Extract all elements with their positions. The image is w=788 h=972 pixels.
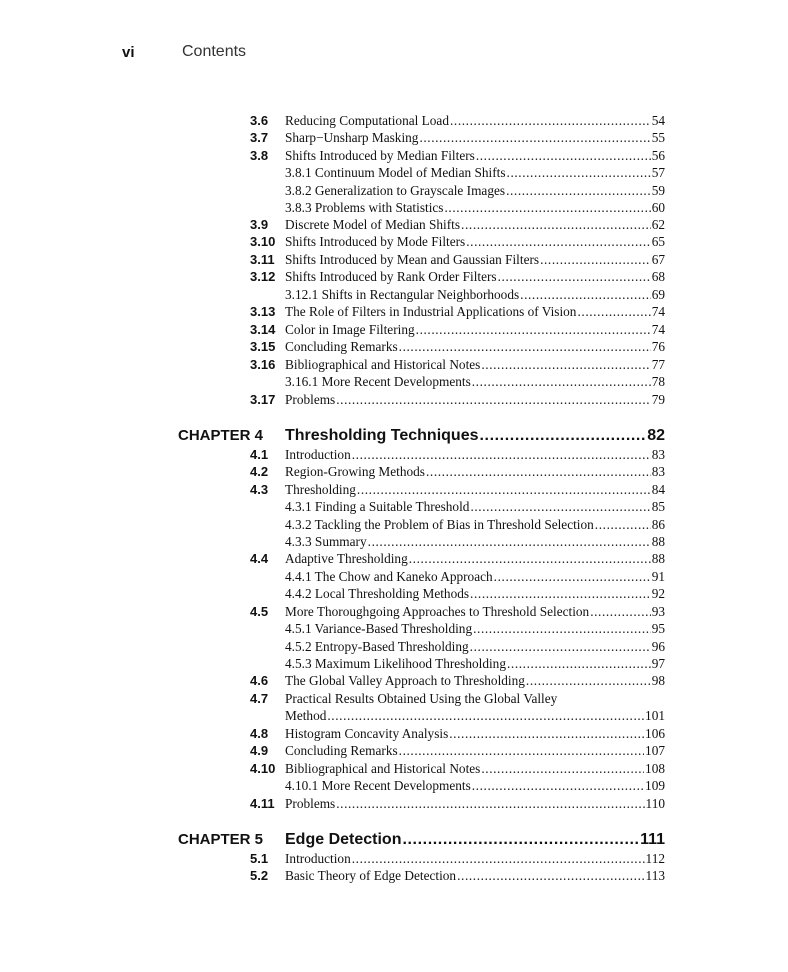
dot-leader bbox=[466, 233, 650, 250]
section-title: 4.4.1 The Chow and Kaneko Approach bbox=[285, 569, 493, 584]
toc-entry bbox=[0, 533, 788, 550]
page-ref: 78 bbox=[651, 374, 665, 389]
section-title: Adaptive Thresholding bbox=[285, 551, 408, 566]
section-number: 4.6 bbox=[250, 673, 269, 688]
section-number: 3.11 bbox=[250, 252, 275, 267]
page-number: vi bbox=[122, 44, 135, 61]
dot-leader bbox=[327, 707, 644, 724]
toc-entry bbox=[0, 199, 788, 216]
entry-body bbox=[285, 426, 665, 446]
entry-body bbox=[285, 568, 665, 585]
dot-leader bbox=[399, 742, 644, 759]
dot-leader bbox=[352, 850, 645, 867]
section-number: 4.9 bbox=[250, 743, 269, 758]
page-ref: 110 bbox=[645, 796, 665, 811]
chapter-label: CHAPTER 4 bbox=[178, 427, 264, 444]
page-ref: 96 bbox=[651, 639, 665, 654]
section-title: Bibliographical and Historical Notes bbox=[285, 357, 481, 372]
toc-chapter bbox=[0, 426, 788, 446]
dot-leader bbox=[481, 760, 644, 777]
page-ref: 106 bbox=[645, 726, 665, 741]
dot-leader bbox=[520, 286, 651, 303]
entry-body bbox=[285, 182, 665, 199]
entry-body bbox=[285, 516, 665, 533]
dot-leader bbox=[498, 268, 651, 285]
section-title: Introduction bbox=[285, 851, 351, 866]
section-title: Bibliographical and Historical Notes bbox=[285, 761, 481, 776]
toc-entry bbox=[0, 550, 788, 567]
toc-entry bbox=[0, 216, 788, 233]
page-ref: 91 bbox=[651, 569, 665, 584]
entry-body bbox=[285, 199, 665, 216]
dot-leader bbox=[577, 303, 650, 320]
dot-leader bbox=[449, 725, 644, 742]
toc-entry bbox=[0, 391, 788, 408]
dot-leader bbox=[450, 112, 651, 129]
dot-leader bbox=[461, 216, 651, 233]
section-number: 4.7 bbox=[250, 691, 269, 706]
entry-body bbox=[285, 251, 665, 268]
chapter-title: Edge Detection bbox=[285, 831, 402, 848]
section-title: Thresholding bbox=[285, 482, 356, 497]
section-title: Discrete Model of Median Shifts bbox=[285, 217, 461, 232]
entry-body bbox=[285, 725, 665, 742]
toc-entry bbox=[0, 303, 788, 320]
entry-body bbox=[285, 233, 665, 250]
page-ref: 83 bbox=[651, 464, 665, 479]
entry-body bbox=[285, 129, 665, 146]
toc-entry bbox=[0, 112, 788, 129]
section-title: Histogram Concavity Analysis bbox=[285, 726, 449, 741]
page-ref: 97 bbox=[651, 656, 665, 671]
section-title: 4.4.2 Local Thresholding Methods bbox=[285, 586, 470, 601]
dot-leader bbox=[470, 585, 651, 602]
section-title: Problems bbox=[285, 796, 336, 811]
section-number: 4.4 bbox=[250, 551, 269, 566]
entry-body bbox=[285, 672, 665, 689]
page-ref: 74 bbox=[651, 322, 665, 337]
dot-leader bbox=[416, 321, 651, 338]
page-ref: 111 bbox=[640, 831, 665, 848]
entry-body bbox=[285, 446, 665, 463]
section-number: 3.17 bbox=[250, 392, 276, 407]
dot-leader bbox=[402, 830, 639, 850]
toc-entry bbox=[0, 321, 788, 338]
section-title: Concluding Remarks bbox=[285, 743, 398, 758]
entry-body bbox=[285, 760, 665, 777]
toc-entry bbox=[0, 867, 788, 884]
dot-leader bbox=[336, 795, 644, 812]
toc-entry bbox=[0, 129, 788, 146]
section-title: 3.8.3 Problems with Statistics bbox=[285, 200, 444, 215]
page-ref: 93 bbox=[651, 604, 665, 619]
page-ref: 83 bbox=[651, 447, 665, 462]
section-title: 4.3.3 Summary bbox=[285, 534, 367, 549]
section-title: The Role of Filters in Industrial Applications of Vision bbox=[285, 304, 577, 319]
section-number: 3.10 bbox=[250, 234, 276, 249]
page-ref: 84 bbox=[651, 482, 665, 497]
entry-body bbox=[285, 533, 665, 550]
section-title: Reducing Computational Load bbox=[285, 113, 449, 128]
toc-entry bbox=[0, 638, 788, 655]
section-number: 4.10 bbox=[250, 761, 276, 776]
section-number: 3.15 bbox=[250, 339, 276, 354]
dot-leader bbox=[409, 550, 651, 567]
section-number: 5.2 bbox=[250, 868, 269, 883]
entry-body bbox=[285, 638, 665, 655]
page-ref: 74 bbox=[651, 304, 665, 319]
section-number: 5.1 bbox=[250, 851, 269, 866]
section-title: 4.5.2 Entropy-Based Thresholding bbox=[285, 639, 469, 654]
page-ref: 88 bbox=[651, 534, 665, 549]
toc-entry bbox=[0, 338, 788, 355]
section-title: 4.3.1 Finding a Suitable Threshold bbox=[285, 499, 470, 514]
page-ref: 56 bbox=[651, 148, 665, 163]
page-ref: 109 bbox=[645, 778, 665, 793]
toc-entry bbox=[0, 777, 788, 794]
section-number: 3.16 bbox=[250, 357, 276, 372]
page-ref: 57 bbox=[651, 165, 665, 180]
section-title: 3.12.1 Shifts in Rectangular Neighborhoods bbox=[285, 287, 520, 302]
toc-entry bbox=[0, 373, 788, 390]
entry-body bbox=[285, 164, 665, 181]
entry-body bbox=[285, 690, 665, 707]
dot-leader bbox=[540, 251, 651, 268]
entry-body bbox=[285, 481, 665, 498]
toc-entry bbox=[0, 233, 788, 250]
page-ref: 65 bbox=[651, 234, 665, 249]
dot-leader bbox=[472, 373, 651, 390]
section-title: Basic Theory of Edge Detection bbox=[285, 868, 457, 883]
section-number: 4.2 bbox=[250, 464, 269, 479]
toc-entry bbox=[0, 286, 788, 303]
toc-entry bbox=[0, 446, 788, 463]
dot-leader bbox=[470, 498, 650, 515]
entry-body bbox=[285, 286, 665, 303]
entry-body bbox=[285, 585, 665, 602]
toc-entry bbox=[0, 760, 788, 777]
dot-leader bbox=[336, 391, 650, 408]
toc-entry bbox=[0, 742, 788, 759]
section-number: 3.14 bbox=[250, 322, 276, 337]
page-ref: 69 bbox=[651, 287, 665, 302]
dot-leader bbox=[419, 129, 650, 146]
section-title: 3.8.2 Generalization to Grayscale Images bbox=[285, 183, 506, 198]
dot-leader bbox=[470, 638, 651, 655]
toc-entry bbox=[0, 516, 788, 533]
section-number: 3.6 bbox=[250, 113, 269, 128]
section-title: Practical Results Obtained Using the Global Valley bbox=[285, 691, 558, 706]
toc-entry bbox=[0, 356, 788, 373]
section-number: 4.5 bbox=[250, 604, 269, 619]
dot-leader bbox=[507, 164, 651, 181]
section-title: Method bbox=[285, 708, 327, 723]
toc-entry bbox=[0, 655, 788, 672]
page-ref: 55 bbox=[651, 130, 665, 145]
page-ref: 77 bbox=[651, 357, 665, 372]
toc-entry bbox=[0, 850, 788, 867]
section-number: 4.1 bbox=[250, 447, 269, 462]
section-title: Shifts Introduced by Rank Order Filters bbox=[285, 269, 497, 284]
page-ref: 108 bbox=[645, 761, 665, 776]
section-title: Problems bbox=[285, 392, 336, 407]
entry-body bbox=[285, 795, 665, 812]
section-title: Shifts Introduced by Mode Filters bbox=[285, 234, 466, 249]
toc-entry bbox=[0, 603, 788, 620]
section-title: Sharp−Unsharp Masking bbox=[285, 130, 419, 145]
entry-body bbox=[285, 777, 665, 794]
dot-leader bbox=[472, 777, 644, 794]
page-ref: 68 bbox=[651, 269, 665, 284]
toc-entry bbox=[0, 164, 788, 181]
section-number: 4.3 bbox=[250, 482, 269, 497]
entry-body bbox=[285, 742, 665, 759]
entry-body bbox=[285, 620, 665, 637]
section-number: 3.12 bbox=[250, 269, 276, 284]
dot-leader bbox=[473, 620, 651, 637]
entry-body bbox=[285, 603, 665, 620]
entry-body bbox=[285, 867, 665, 884]
section-title: Introduction bbox=[285, 447, 351, 462]
chapter-label: CHAPTER 5 bbox=[178, 831, 264, 848]
entry-body bbox=[285, 356, 665, 373]
toc-chapter bbox=[0, 830, 788, 850]
toc-entry bbox=[0, 620, 788, 637]
dot-leader bbox=[590, 603, 651, 620]
section-title: 3.8.1 Continuum Model of Median Shifts bbox=[285, 165, 506, 180]
toc-entry bbox=[0, 147, 788, 164]
toc-entry bbox=[0, 182, 788, 199]
entry-body bbox=[285, 463, 665, 480]
page-ref: 101 bbox=[645, 708, 665, 723]
page-ref: 92 bbox=[651, 586, 665, 601]
dot-leader bbox=[368, 533, 651, 550]
page-ref: 59 bbox=[651, 183, 665, 198]
section-title: 4.5.3 Maximum Likelihood Thresholding bbox=[285, 656, 506, 671]
running-title: Contents bbox=[182, 43, 247, 60]
page-ref: 112 bbox=[645, 851, 665, 866]
toc-entry bbox=[0, 463, 788, 480]
toc-entry bbox=[0, 585, 788, 602]
entry-body bbox=[285, 321, 665, 338]
dot-leader bbox=[444, 199, 650, 216]
dot-leader bbox=[399, 338, 651, 355]
page-ref: 107 bbox=[645, 743, 665, 758]
toc-entry bbox=[0, 707, 788, 724]
section-title: Concluding Remarks bbox=[285, 339, 398, 354]
section-title: Color in Image Filtering bbox=[285, 322, 415, 337]
entry-body bbox=[285, 550, 665, 567]
dot-leader bbox=[494, 568, 651, 585]
page-ref: 88 bbox=[651, 551, 665, 566]
toc-entry bbox=[0, 725, 788, 742]
dot-leader bbox=[457, 867, 644, 884]
entry-body bbox=[285, 216, 665, 233]
section-title: 4.3.2 Tackling the Problem of Bias in Threshold Selection bbox=[285, 517, 594, 532]
section-number: 3.8 bbox=[250, 148, 269, 163]
entry-body bbox=[285, 830, 665, 850]
dot-leader bbox=[507, 655, 651, 672]
section-number: 3.13 bbox=[250, 304, 276, 319]
page-ref: 82 bbox=[647, 427, 665, 444]
chapter-title: Thresholding Techniques bbox=[285, 427, 479, 444]
section-title: The Global Valley Approach to Thresholding bbox=[285, 673, 525, 688]
section-title: Shifts Introduced by Mean and Gaussian Filters bbox=[285, 252, 540, 267]
page-ref: 60 bbox=[651, 200, 665, 215]
toc-entry bbox=[0, 481, 788, 498]
page-ref: 67 bbox=[651, 252, 665, 267]
dot-leader bbox=[357, 481, 651, 498]
page-ref: 62 bbox=[651, 217, 665, 232]
entry-body bbox=[285, 303, 665, 320]
page-ref: 113 bbox=[645, 868, 665, 883]
page-ref: 86 bbox=[651, 517, 665, 532]
toc-entry bbox=[0, 568, 788, 585]
entry-body bbox=[285, 391, 665, 408]
dot-leader bbox=[481, 356, 650, 373]
entry-body bbox=[285, 655, 665, 672]
dot-leader bbox=[426, 463, 651, 480]
entry-body bbox=[285, 147, 665, 164]
section-title: 3.16.1 More Recent Developments bbox=[285, 374, 471, 389]
entry-body bbox=[285, 850, 665, 867]
dot-leader bbox=[506, 182, 651, 199]
dot-leader bbox=[352, 446, 651, 463]
toc-entry bbox=[0, 690, 788, 707]
section-number: 3.9 bbox=[250, 217, 269, 232]
toc-entry bbox=[0, 268, 788, 285]
section-title: 4.10.1 More Recent Developments bbox=[285, 778, 471, 793]
section-number: 4.11 bbox=[250, 796, 275, 811]
entry-body bbox=[285, 373, 665, 390]
page-ref: 98 bbox=[651, 673, 665, 688]
page-ref: 79 bbox=[651, 392, 665, 407]
entry-body bbox=[285, 498, 665, 515]
section-number: 4.8 bbox=[250, 726, 269, 741]
toc-entry bbox=[0, 795, 788, 812]
entry-body bbox=[285, 112, 665, 129]
dot-leader bbox=[476, 147, 651, 164]
dot-leader bbox=[480, 426, 647, 446]
section-title: Region-Growing Methods bbox=[285, 464, 425, 479]
entry-body bbox=[285, 707, 665, 724]
page-ref: 85 bbox=[651, 499, 665, 514]
toc-entry bbox=[0, 498, 788, 515]
section-number: 3.7 bbox=[250, 130, 269, 145]
entry-body bbox=[285, 268, 665, 285]
toc-entry bbox=[0, 672, 788, 689]
page-ref: 95 bbox=[651, 621, 665, 636]
section-title: 4.5.1 Variance-Based Thresholding bbox=[285, 621, 473, 636]
entry-body bbox=[285, 338, 665, 355]
dot-leader bbox=[595, 516, 651, 533]
toc-entry bbox=[0, 251, 788, 268]
page-ref: 76 bbox=[651, 339, 665, 354]
section-title: Shifts Introduced by Median Filters bbox=[285, 148, 475, 163]
dot-leader bbox=[526, 672, 651, 689]
page-ref: 54 bbox=[651, 113, 665, 128]
section-title: More Thoroughgoing Approaches to Threshold Selection bbox=[285, 604, 590, 619]
